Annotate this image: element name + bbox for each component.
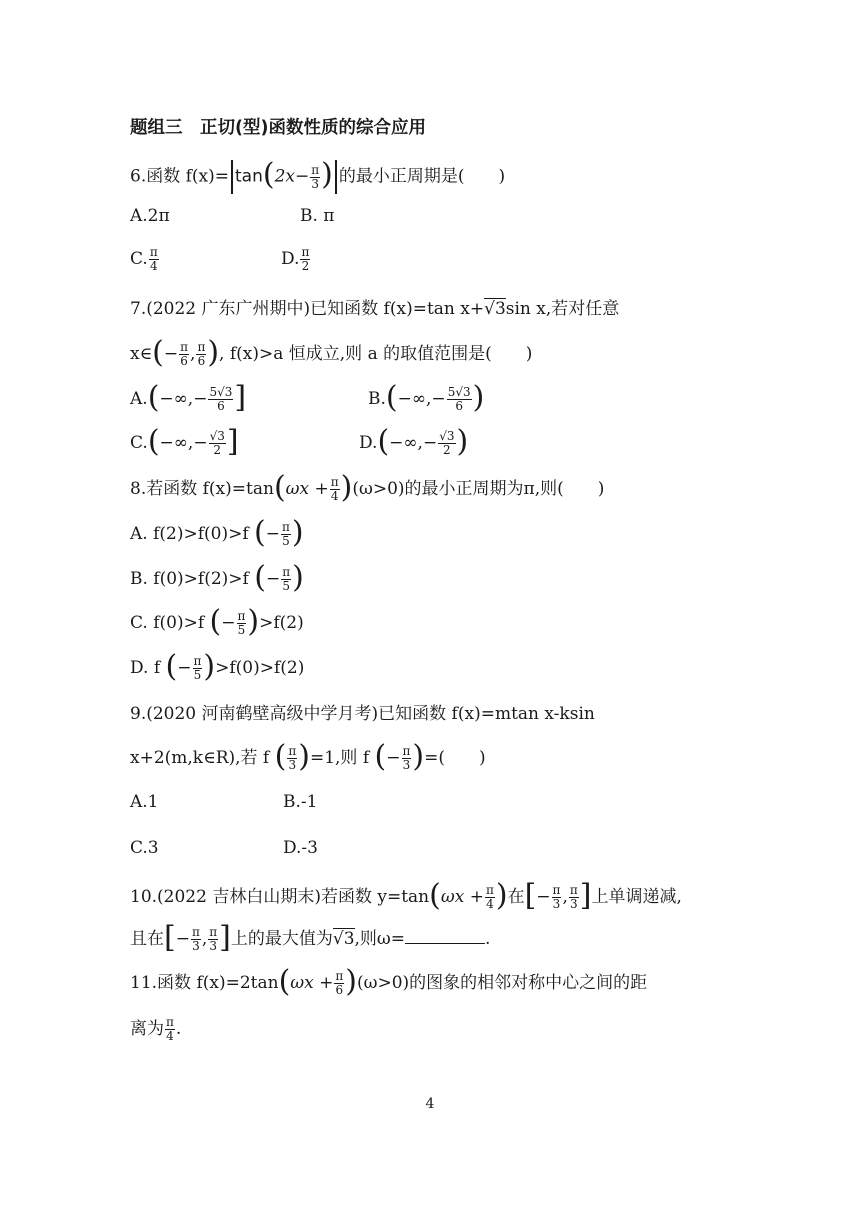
question-10-line2: 且在[− $\frac{\pi}{3}$ , $\frac{\pi}{3}$ ]上的最大值为√3,则ω= . (130, 919, 491, 955)
q6-suffix: 的最小正周期是( ) (338, 166, 506, 187)
q6-func: tan (235, 166, 263, 187)
q6-option-b: B. π (300, 206, 335, 226)
answer-blank[interactable] (405, 929, 485, 944)
q8-option-a: A. f(2)>f(0)>f (− $\frac{\pi}{5}$ ) (130, 514, 304, 550)
q9-option-c: C.3 (130, 838, 159, 858)
q9-option-b: B.-1 (283, 792, 318, 812)
question-8: 8.若函数 f(x)=tan(ωx + $\frac{\pi}{4}$ )(ω>0)的最小正周期为π,则( ) (130, 469, 605, 505)
question-9-line1: 9.(2020 河南鹤壁高级中学月考)已知函数 f(x)=mtan x-ksin (130, 704, 595, 724)
q6-fraction: $\frac{\pi}{3}$ (311, 162, 320, 191)
question-10-line1: 10.(2022 吉林白山期末)若函数 y=tan(ωx + $\frac{\pi}{4}$ )在[− $\frac{\pi}{3}$ , $\frac{\pi}{3}$ ]上单调递减, (130, 877, 682, 913)
sqrt-3: √3 (484, 299, 506, 319)
question-7-line1: 7.(2022 广东广州期中)已知函数 f(x)=tan x+√3sin x,若对任意 (130, 299, 620, 319)
section-title: 题组三 正切(型)函数性质的综合应用 (130, 118, 426, 138)
q6-option-a: A.2π (130, 206, 170, 226)
question-11-line1: 11.函数 f(x)=2tan(ωx + $\frac{\pi}{6}$ )(ω>0)的图象的相邻对称中心之间的距 (130, 963, 648, 999)
question-6 (130, 157, 506, 194)
question-7-line2: x∈(− $\frac{\pi}{6}$ , $\frac{\pi}{6}$ ), f(x)>a 恒成立,则 a 的取值范围是( ) (130, 334, 533, 370)
q8-option-d: D. f (− $\frac{\pi}{5}$ )>f(0)>f(2) (130, 648, 305, 684)
question-9-line2: x+2(m,k∈R),若 f ( $\frac{\pi}{3}$ )=1,则 f (− $\frac{\pi}{3}$ )=( ) (130, 738, 486, 774)
q6-option-c: C. $\frac{\pi}{4}$ (130, 245, 158, 273)
paren-right: ) (321, 157, 333, 192)
q7-option-c: C.(−∞,− $\frac{√3}{2}$ ] (130, 423, 239, 459)
abs-bar-right (335, 160, 337, 194)
q6-prefix: 6.函数 f(x)= (130, 166, 230, 187)
question-11-line2: 离为 $\frac{\pi}{4}$ . (130, 1015, 182, 1043)
q9-option-a: A.1 (130, 792, 159, 812)
q7-option-b: B.(−∞,− $\frac{5√3}{6}$ ) (368, 379, 485, 415)
q6-option-d: D. $\frac{\pi}{2}$ (281, 245, 310, 273)
q6-inner: 2x− (274, 166, 310, 187)
abs-bar-left (231, 160, 233, 194)
page-number: 4 (425, 1096, 435, 1112)
q8-option-c: C. f(0)>f (− $\frac{\pi}{5}$ )>f(2) (130, 603, 304, 639)
q7-option-d: D.(−∞,− $\frac{√3}{2}$ ) (359, 423, 469, 459)
q9-option-d: D.-3 (283, 838, 318, 858)
q8-option-b: B. f(0)>f(2)>f (− $\frac{\pi}{5}$ ) (130, 559, 304, 595)
paren-left: ( (262, 157, 275, 192)
q7-option-a: A.(−∞,− $\frac{5√3}{6}$ ] (130, 379, 247, 415)
